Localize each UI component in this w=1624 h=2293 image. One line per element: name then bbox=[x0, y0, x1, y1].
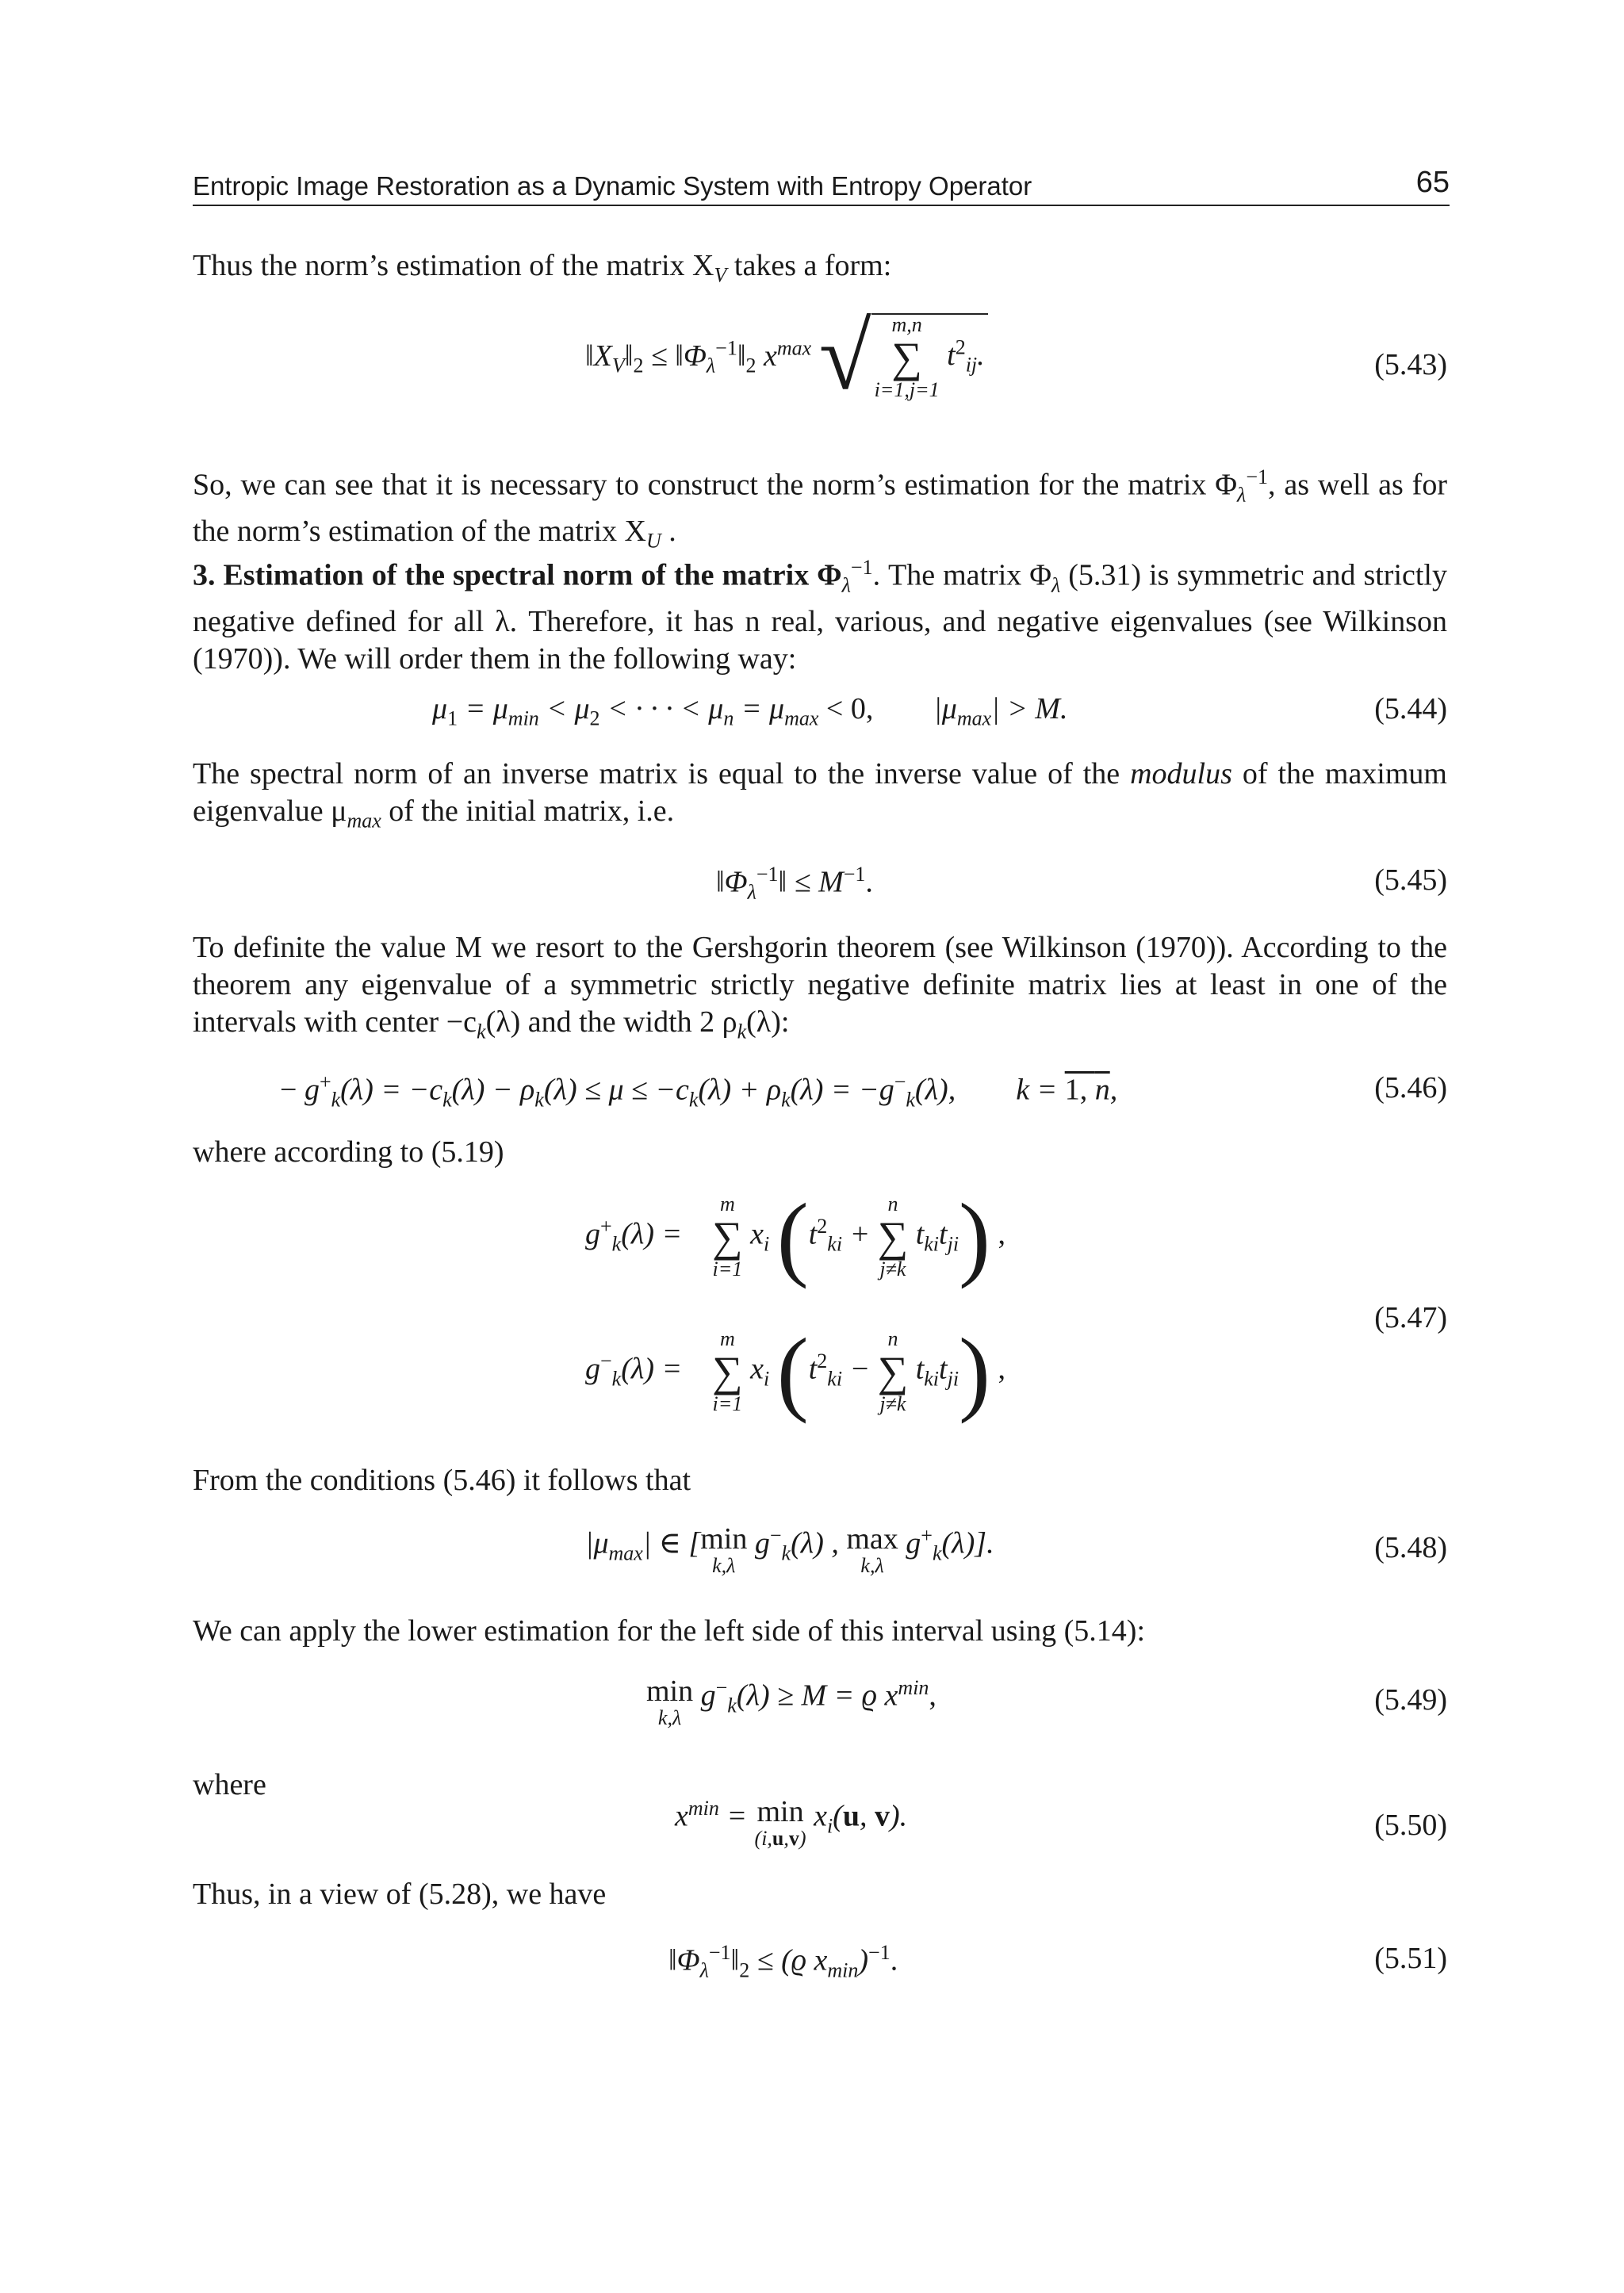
equation-5-47-line-1: $g^+_k(\lambda)$ = m ∑ i=1 $x_i$ ($t^2_{ki}$ + n ∑ j≠k $t_{ki}t_{ji}$) , bbox=[585, 1184, 1006, 1289]
paragraph-norm-estimation: So, we can see that it is necessary to construct the norm’s estimation for the matrix $\Phi_\lambda^{-1}$, as well as for the norm’s estimation of the matrix $X_U$ . bbox=[193, 465, 1447, 553]
paragraph-lower-estimation: We can apply the lower estimation for the left side of this interval using (5.14): bbox=[193, 1614, 1146, 1648]
equation-number: (5.49) bbox=[1374, 1683, 1447, 1717]
equation-5-48 bbox=[193, 1524, 1447, 1595]
equation-number: (5.48) bbox=[1374, 1531, 1447, 1564]
page-number: 65 bbox=[1415, 166, 1450, 199]
paragraph-section-3: 3. Estimation of the spectral norm of the matrix $\Phi_\lambda^{-1}$. The matrix $\Phi_\lambda$ (5.31) is symmetric and strictly negative defined for all λ. Therefore, it has n real, various, and negative eigenvalues (see Wilkinson (1970)). We will order them in the following way: bbox=[193, 556, 1447, 676]
equation-5-47-line-2: $g^-_k(\lambda)$ = m ∑ i=1 $x_i$ ($t^2_{ki}$ − n ∑ j≠k $t_{ki}t_{ji}$) , bbox=[585, 1319, 1006, 1424]
equation-number: (5.50) bbox=[1374, 1809, 1447, 1842]
paragraph-thus: Thus, in a view of (5.28), we have bbox=[193, 1878, 607, 1911]
paragraph-conditions: From the conditions (5.46) it follows that bbox=[193, 1464, 691, 1497]
equation-5-43 bbox=[193, 304, 1447, 428]
equation-5-50 bbox=[193, 1797, 1447, 1868]
equation-number: (5.51) bbox=[1374, 1942, 1447, 1975]
equation-5-50-body: $x^{min}$ = min (i,u,v) $x_i(u$, v). bbox=[675, 1795, 908, 1850]
paragraph-spectral-norm: The spectral norm of an inverse matrix is equal to the inverse value of the modulus of the maximum eigenvalue $\mu_{max}$ of the initial matrix, i.e. bbox=[193, 757, 1447, 833]
equation-number: (5.47) bbox=[1374, 1301, 1447, 1334]
equation-number: (5.43) bbox=[1374, 348, 1447, 381]
equation-5-46 bbox=[193, 1070, 1447, 1118]
paragraph-where-5-19: where according to (5.19) bbox=[193, 1135, 504, 1169]
paragraph-intro: Thus the norm’s estimation of the matrix $X_V$ takes a form: bbox=[193, 249, 892, 287]
equation-5-49 bbox=[193, 1676, 1447, 1748]
paragraph-where: where bbox=[193, 1768, 266, 1801]
equation-number: (5.44) bbox=[1374, 692, 1447, 725]
equation-5-46-body: − $g^+_k(\lambda) = -c_k(\lambda) - \rho_k(\lambda) \le \mu \le -c_k(\lambda) + \rho_k(\lambda) = -g^-_k(\lambda)$, k = 1, n, bbox=[280, 1070, 1118, 1112]
running-header bbox=[193, 167, 1450, 206]
equation-5-43-body: $‖X_V‖_2$ ≤ $‖\Phi_\lambda^{-1}‖_2$ $x^{max}$ √ m,n ∑ i=1,j=1 $t^2_{ij}$. bbox=[585, 309, 988, 404]
equation-5-44 bbox=[193, 691, 1447, 739]
equation-5-48-body: $|\mu_{max}|$ ∈ [ min k,λ $g^-_k(\lambda)$ , max k,λ $g^+_k(\lambda)$]. bbox=[585, 1522, 994, 1577]
equation-5-49-body: min k,λ $g^-_k(\lambda) \ge M = ϱ$ $x^{min}$, bbox=[646, 1675, 936, 1729]
equation-5-45 bbox=[193, 863, 1447, 910]
equation-5-47 bbox=[193, 1184, 1447, 1451]
equation-5-51 bbox=[193, 1941, 1447, 1989]
equation-number: (5.45) bbox=[1374, 863, 1447, 897]
paragraph-gershgorin: To definite the value M we resort to the Gershgorin theorem (see Wilkinson (1970)). According to the theorem any eigenvalue of a symmetric strictly negative definite matrix lies at least in one of the intervals with center $-c_k(\lambda)$ and the width 2 $\rho_k(\lambda)$: bbox=[193, 931, 1447, 1043]
equation-5-51-body: $‖\Phi_\lambda^{-1}‖_2 \le (ϱ$ $x_{min})^{-1}$. bbox=[668, 1941, 898, 1982]
equation-5-45-body: $‖\Phi_\lambda^{-1}‖ \le M^{-1}$. bbox=[716, 863, 873, 904]
section-heading: 3. Estimation of the spectral norm of the matrix Φ bbox=[193, 558, 842, 592]
header-title: Entropic Image Restoration as a Dynamic System with Entropy Operator bbox=[193, 171, 1032, 201]
equation-5-44-body: $\mu_1 = \mu_{min} < \mu_2$ < · · · < $\mu_n = \mu_{max} < 0$, $|\mu_{max}| > M$. bbox=[432, 692, 1068, 730]
equation-number: (5.46) bbox=[1374, 1071, 1447, 1104]
